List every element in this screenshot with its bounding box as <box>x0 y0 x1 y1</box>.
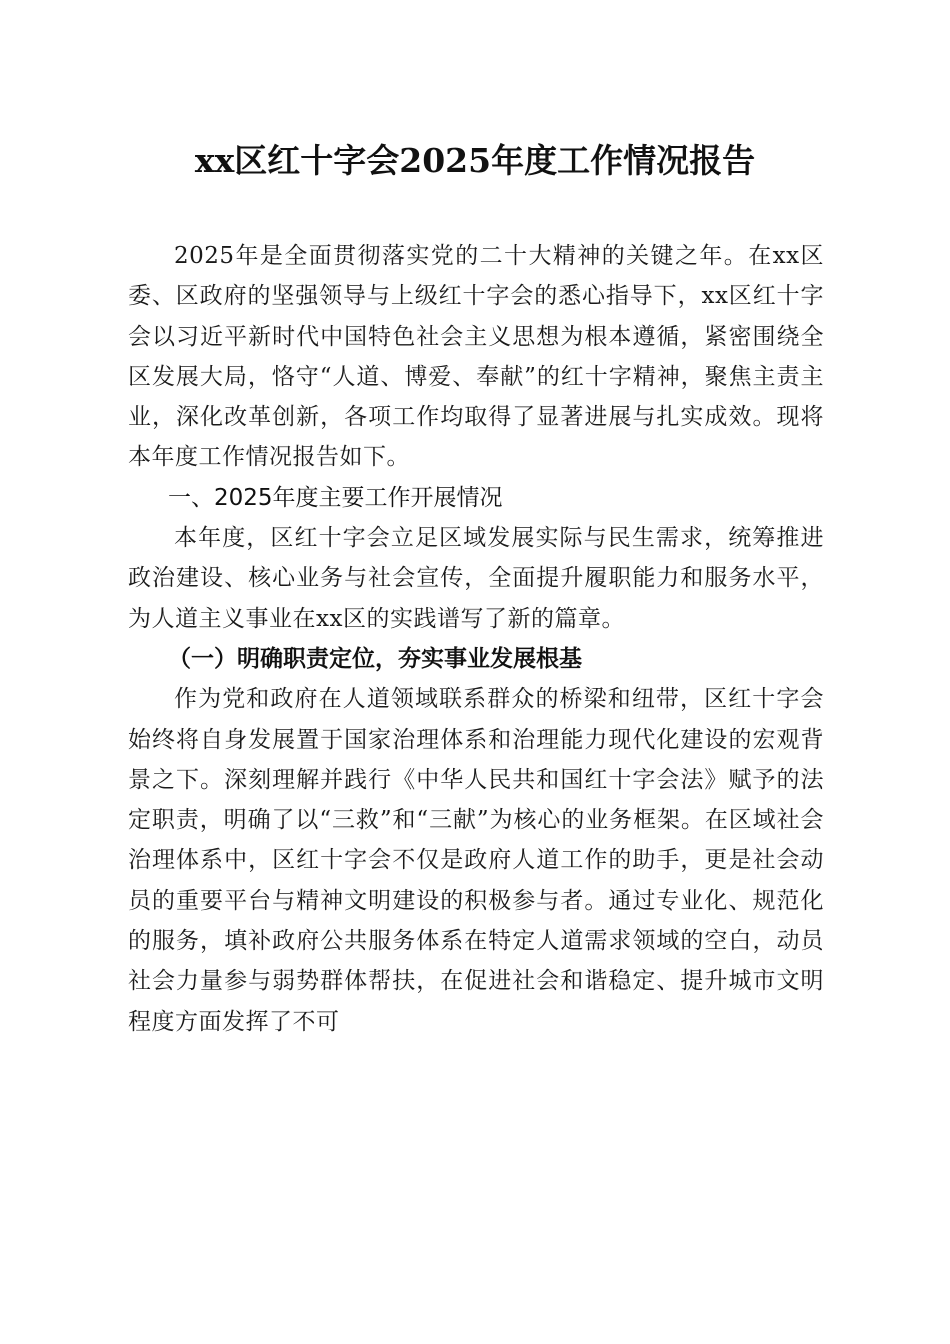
section-one-heading: 一、2025年度主要工作开展情况 <box>168 484 503 511</box>
subsection-one-paragraph: 作为党和政府在人道领域联系群众的桥梁和纽带，区红十字会始终将自身发展置于国家治理体系和治理能力现代化建设的宏观背景之下。深刻理解并践行《中华人民共和国红十字会法》赋予的法定职责，明确了以“三救”和“三献”为核心的业务框架。在区域社会治理体系中，区红十字会不仅是政府人道工作的助手，更是社会动员的重要平台与精神文明建设的积极参与者。通过专业化、规范化的服务，填补政府公共服务体系在特定人道需求领域的空白，动员社会力量参与弱势群体帮扶，在促进社会和谐稳定、提升城市文明程度方面发挥了不可 <box>128 686 824 1035</box>
subsection-one-heading: （一）明确职责定位，夯实事业发展根基 <box>168 644 582 672</box>
document-body <box>128 236 824 1042</box>
document-title: xx区红十字会2025年度工作情况报告 <box>194 141 756 180</box>
intro-paragraph: 2025年是全面贯彻落实党的二十大精神的关键之年。在xx区委、区政府的坚强领导与上级红十字会的悉心指导下，xx区红十字会以习近平新时代中国特色社会主义思想为根本遵循，紧密围绕全区发展大局，恪守“人道、博爱、奉献”的红十字精神，聚焦主责主业，深化改革创新，各项工作均取得了显著进展与扎实成效。现将本年度工作情况报告如下。 <box>128 243 824 471</box>
section-one-paragraph: 本年度，区红十字会立足区域发展实际与民生需求，统筹推进政治建设、核心业务与社会宣传，全面提升履职能力和服务水平，为人道主义事业在xx区的实践谱写了新的篇章。 <box>128 525 824 632</box>
